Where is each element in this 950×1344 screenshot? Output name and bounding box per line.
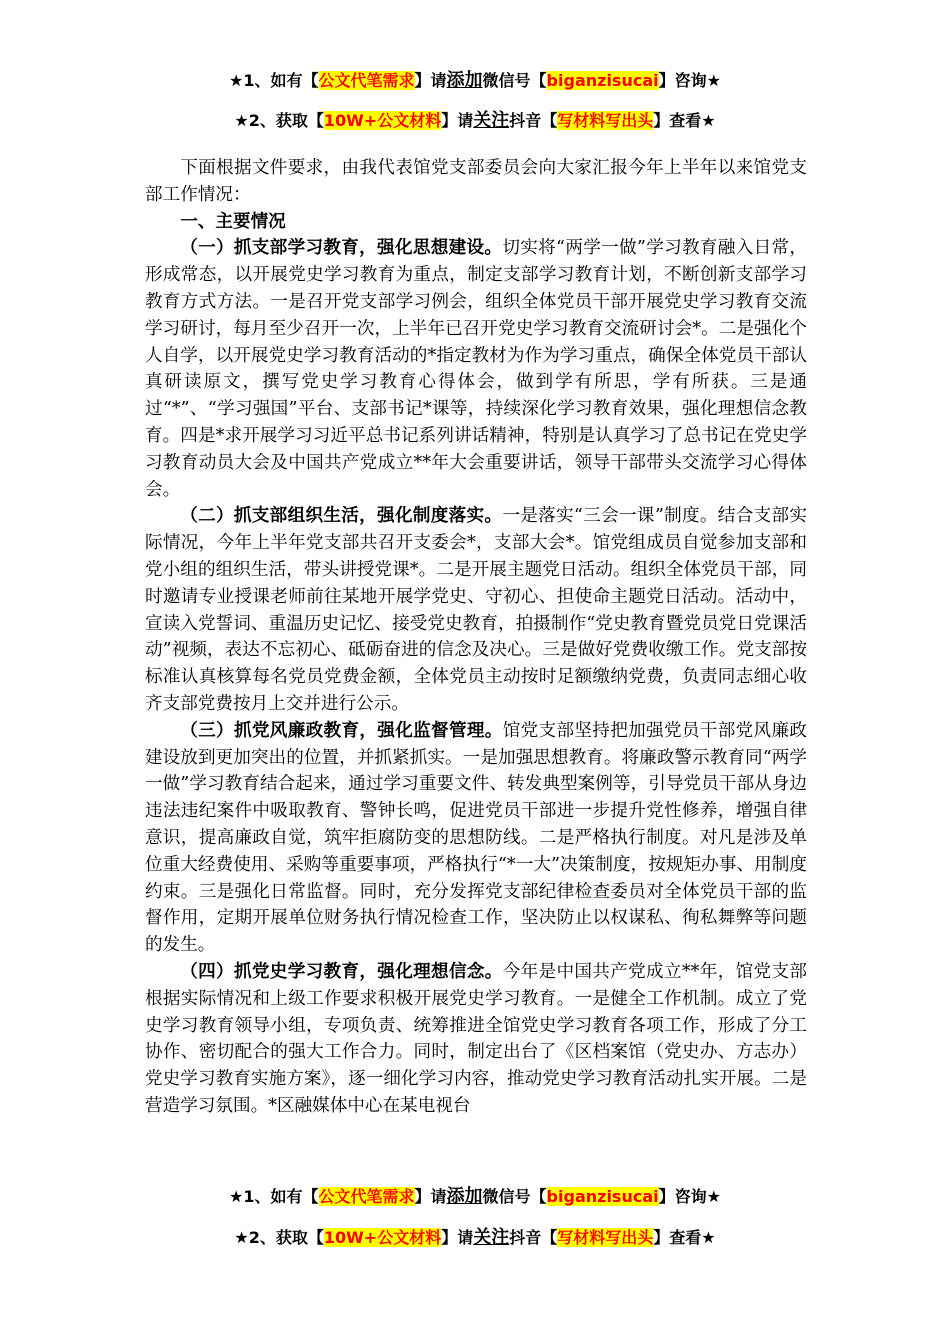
- banner-text: 】查看★: [653, 1228, 716, 1247]
- paragraph-2-title: （二）抓支部组织生活，强化制度落实。: [180, 505, 503, 527]
- banner-text: 】请: [441, 111, 474, 130]
- banner-highlight: 公文代笔需求: [318, 71, 415, 90]
- banner-underline: 关注: [473, 110, 510, 131]
- banner-text: 】咨询★: [658, 71, 721, 90]
- paragraph-4-title: （四）抓党史学习教育，强化理想信念。: [180, 960, 503, 982]
- top-banner-line-1: [0, 70, 950, 92]
- paragraph-2: [145, 503, 807, 717]
- banner-text: 】查看★: [653, 111, 716, 130]
- paragraph-3-text: 馆党支部坚持把加强党员干部党风廉政建设放到更加突出的位置，并抓紧抓实。一是加强思想教育。将廉政警示教育同“两学一做”学习教育结合起来，通过学习重要文件、转发典型案例等，引导党员干部从身边违法违纪案件中吸取教育、警钟长鸣，促进党员干部进一步提升党性修养，增强自律意识，提高廉政自觉，筑牢拒腐防变的思想防线。二是严格执行制度。对凡是涉及单位重大经费使用、采购等重要事项，严格执行“*一大”决策制度，按规矩办事、用制度约束。三是强化日常监督。同时，充分发挥党支部纪律检查委员对全体党员干部的监督作用，定期开展单位财务执行情况检查工作，坚决防止以权谋私、徇私舞弊等问题的发生。: [145, 720, 807, 956]
- paragraph-1-title: （一）抓支部学习教育，强化思想建设。: [180, 237, 503, 259]
- document-body: [145, 155, 807, 1120]
- paragraph-1-text: 切实将“两学一做”学习教育融入日常，形成常态，以开展党史学习教育为重点，制定支部学习教育计划，不断创新支部学习教育方式方法。一是召开党支部学习例会，组织全体党员干部开展党史学习教育交流学习研讨，每月至少召开一次，上半年已召开党史学习教育交流研讨会*。二是强化个人自学，以开展党史学习教育活动的*指定教材为作为学习重点，确保全体党员干部认真研读原文，撰写党史学习教育心得体会，做到学有所思，学有所获。三是通过“*”、“学习强国”平台、支部书记*课等，持续深化学习教育效果，强化理想信念教育。四是*求开展学习习近平总书记系列讲话精神，特别是认真学习了总书记在党史学习教育动员大会及中国共产党成立**年大会重要讲话，领导干部带头交流学习心得体会。: [145, 238, 807, 500]
- banner-underline: 关注: [473, 1227, 510, 1248]
- banner-text: 微信号【: [482, 71, 547, 90]
- banner-text: 抖音【: [509, 111, 558, 130]
- banner-text: 】请: [414, 71, 447, 90]
- bottom-banner-line-1: [0, 1186, 950, 1208]
- banner-text: ★1、如有【: [229, 71, 319, 90]
- banner-text: 微信号【: [482, 1187, 547, 1206]
- paragraph-1: [145, 235, 807, 503]
- banner-highlight-wechat: biganzisucai: [546, 1187, 659, 1206]
- banner-highlight-douyin: 写材料写出头: [557, 111, 654, 130]
- section-heading: 一、主要情况: [180, 210, 286, 232]
- banner-text: 】咨询★: [658, 1187, 721, 1206]
- banner-highlight-douyin: 写材料写出头: [557, 1228, 654, 1247]
- paragraph-2-text: 一是落实“三会一课”制度。结合支部实际情况，今年上半年党支部共召开支委会*，支部大会*。馆党组成员自觉参加支部和党小组的组织生活，带头讲授党课*。二是开展主题党日活动。组织全体党员干部，同时邀请专业授课老师前往某地开展学党史、守初心、担使命主题党日活动。活动中，宣读入党誓词、重温历史记忆、接受党史教育，拍摄制作“党史教育暨党员党日党课活动”视频，表达不忘初心、砥砺奋进的信念及决心。三是做好党费收缴工作。党支部按标准认真核算每名党员党费金额，全体党员主动按时足额缴纳党费，负责同志细心收齐支部党费按月上交并进行公示。: [145, 506, 807, 714]
- banner-text: 】请: [441, 1228, 474, 1247]
- banner-text: ★2、获取【: [234, 1228, 324, 1247]
- banner-underline: 添加: [446, 1186, 483, 1207]
- banner-highlight: 10W+公文材料: [323, 111, 442, 130]
- paragraph-4: [145, 959, 807, 1120]
- intro-paragraph: 下面根据文件要求，由我代表馆党支部委员会向大家汇报今年上半年以来馆党支部工作情况：: [145, 158, 807, 205]
- banner-highlight: 公文代笔需求: [318, 1187, 415, 1206]
- banner-text: 抖音【: [509, 1228, 558, 1247]
- paragraph-3-title: （三）抓党风廉政教育，强化监督管理。: [180, 719, 503, 741]
- banner-text: ★2、获取【: [234, 111, 324, 130]
- banner-highlight: 10W+公文材料: [323, 1228, 442, 1247]
- bottom-banner-line-2: [0, 1227, 950, 1249]
- banner-underline: 添加: [446, 70, 483, 91]
- paragraph-4-text: 今年是中国共产党成立**年，馆党支部根据实际情况和上级工作要求积极开展党史学习教育。一是健全工作机制。成立了党史学习教育领导小组，专项负责、统筹推进全馆党史学习教育各项工作，形成了分工协作、密切配合的强大工作合力。同时，制定出台了《区档案馆（党史办、方志办）党史学习教育实施方案》，逐一细化学习内容，推动党史学习教育活动扎实开展。二是营造学习氛围。*区融媒体中心在某电视台: [145, 961, 807, 1116]
- banner-text: 】请: [414, 1187, 447, 1206]
- paragraph-3: [145, 718, 807, 959]
- banner-highlight-wechat: biganzisucai: [546, 71, 659, 90]
- banner-text: ★1、如有【: [229, 1187, 319, 1206]
- top-banner-line-2: [0, 110, 950, 132]
